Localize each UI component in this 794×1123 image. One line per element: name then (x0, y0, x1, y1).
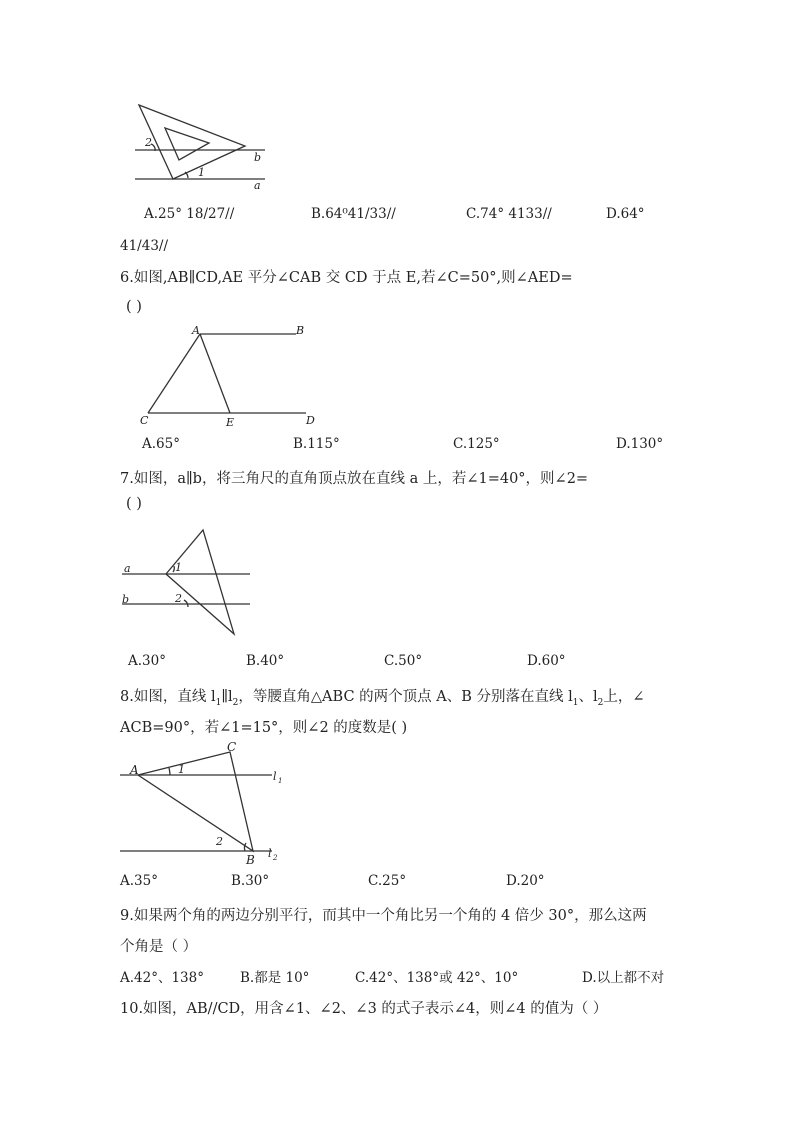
q7-option-b: B.40° (246, 653, 285, 669)
q7-option-c: C.50° (384, 653, 423, 669)
q6-label-d: D (306, 414, 315, 427)
q7-label-a: a (124, 562, 131, 575)
q6-option-b: B.115° (293, 436, 340, 452)
q6-figure (138, 322, 338, 427)
q9-stem-line1: 9.如果两个角的两边分别平行，而其中一个角比另一个角的 4 倍少 30°，那么这两 (120, 908, 647, 924)
q6-option-d: D.130° (616, 436, 664, 452)
q5-option-d-wrap: 41/43// (120, 238, 169, 254)
q5-option-b: B.64⁰41/33// (311, 206, 396, 222)
q9-stem-line2: 个角是（ ） (120, 939, 198, 955)
q6-label-a: A (192, 324, 200, 337)
q5-option-a: A.25° 18/27// (144, 206, 235, 222)
q8-figure (118, 740, 288, 865)
q6-label-c: C (140, 414, 149, 427)
q7-label-angle2: 2 (175, 592, 182, 605)
q6-option-c: C.125° (453, 436, 500, 452)
q9-option-a: A.42°、138° (120, 970, 204, 986)
q6-line-ac (148, 334, 200, 413)
q8-option-d: D.20° (506, 873, 545, 889)
q8-stem-sub-3: 1 (572, 697, 579, 708)
q5-label-angle1: 1 (198, 166, 205, 179)
q8-stem-text-1: 8.如图，直线 l (120, 689, 216, 705)
q8-label-angle2: 2 (216, 835, 223, 848)
q6-label-e: E (226, 416, 235, 429)
q8-option-b: B.30° (231, 873, 270, 889)
q7-label-b: b (122, 593, 130, 606)
q8-option-a: A.35° (120, 873, 158, 889)
q5-option-d: D.64° (606, 206, 645, 222)
q8-label-l2-sub: 2 (273, 854, 278, 862)
q5-label-b: b (254, 151, 262, 164)
q9-option-c: C.42°、138°或 42°、10° (355, 970, 519, 986)
q5-label-angle2: 2 (145, 136, 152, 149)
q7-label-angle1: 1 (175, 561, 182, 574)
q8-stem-line1 (120, 685, 645, 708)
q8-label-a: A (130, 763, 139, 777)
q8-stem-text-2: ∥l (221, 689, 233, 705)
q8-label-angle1: 1 (178, 763, 185, 776)
q8-stem-sub-4: 2 (597, 697, 604, 708)
q7-figure (118, 528, 258, 640)
q8-stem-sub-2: 2 (232, 697, 239, 708)
q8-label-l1-sub: 1 (278, 777, 283, 785)
q5-figure (125, 100, 405, 195)
q6-stem: 6.如图,AB∥CD,AE 平分∠CAB 交 CD 于点 E,若∠C=50°,则∠AED= (120, 270, 573, 286)
q6-answer-blank: ( ) (126, 299, 142, 315)
q8-stem-text-5: 上，∠ (603, 689, 645, 705)
q5-inner-triangle (165, 128, 209, 160)
q7-answer-blank: ( ) (126, 496, 142, 512)
q6-line-ae (200, 334, 230, 413)
q7-triangle (166, 530, 234, 634)
q8-stem-line2: ACB=90°，若∠1=15°，则∠2 的度数是( ) (120, 720, 408, 736)
q8-label-l1: l (273, 770, 277, 783)
q5-label-a: a (254, 179, 261, 192)
q9-option-b: B.都是 10° (240, 970, 310, 986)
q8-label-c: C (227, 740, 237, 754)
q8-stem-sub-1: 1 (215, 697, 222, 708)
q8-triangle-abc (138, 752, 253, 851)
q8-stem-text-4: 、l (578, 689, 598, 705)
q7-option-d: D.60° (527, 653, 566, 669)
q8-stem-text-3: ，等腰直角△ABC 的两个顶点 A、B 分别落在直线 l (238, 689, 573, 705)
q7-option-a: A.30° (128, 653, 166, 669)
q8-label-l2: l (268, 847, 272, 860)
q8-option-c: C.25° (368, 873, 407, 889)
q6-label-b: B (296, 324, 305, 337)
q10-stem: 10.如图，AB//CD，用含∠1、∠2、∠3 的式子表示∠4，则∠4 的值为（ ） (120, 1001, 608, 1017)
q5-option-c: C.74° 4133// (466, 206, 552, 222)
q5-outer-triangle (139, 105, 245, 179)
q8-angle1-arc (169, 768, 170, 775)
q7-stem: 7.如图，a∥b，将三角尺的直角顶点放在直线 a 上，若∠1=40°，则∠2= (120, 471, 589, 487)
q9-option-d: D.以上都不对 (582, 970, 665, 986)
q6-option-a: A.65° (142, 436, 180, 452)
q8-label-b: B (246, 853, 255, 867)
